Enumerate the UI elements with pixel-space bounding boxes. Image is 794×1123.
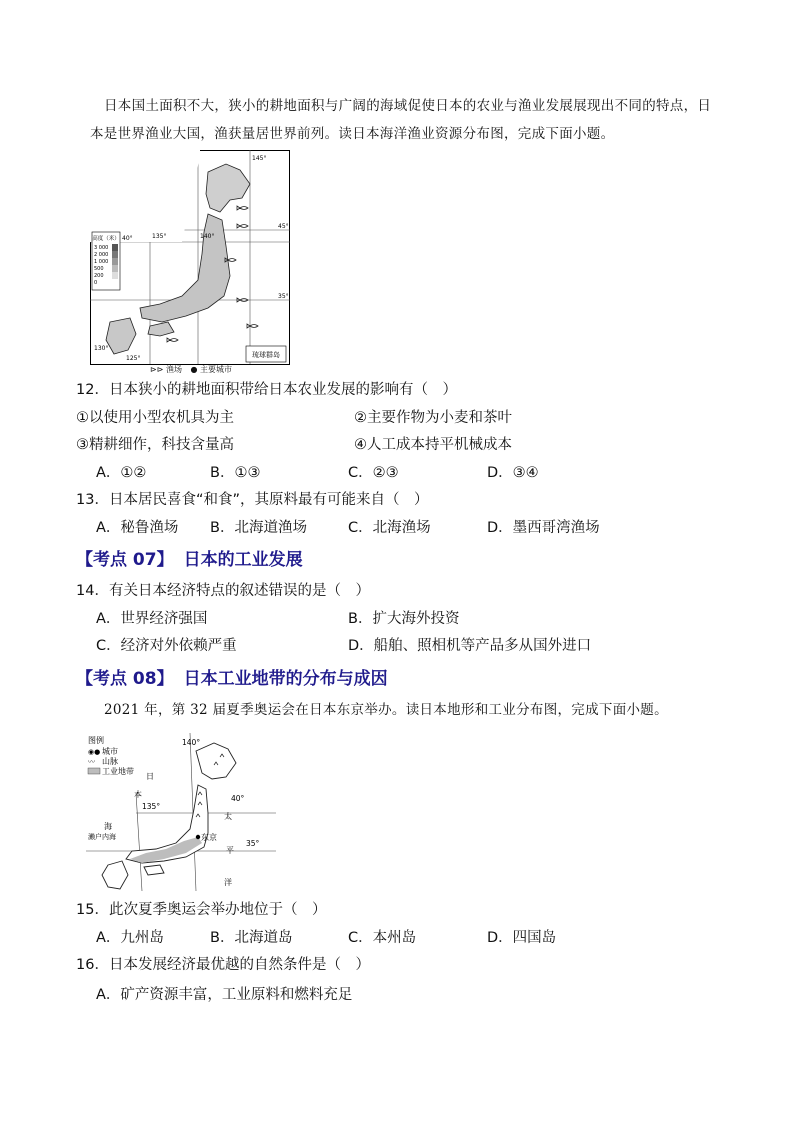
map1-bottom-legend: [150, 364, 232, 375]
city-legend-icon2: ◉●: [88, 748, 101, 756]
map1-legend-v4: 200: [94, 273, 104, 279]
q13-stem: 13．日本居民喜食“和食”，其原料最有可能来自（ ）: [76, 492, 429, 508]
lon-140-label2: 140°: [182, 738, 201, 747]
lon-135-label2: 135°: [142, 802, 161, 811]
q13-option-d[interactable]: D．墨西哥湾渔场: [487, 520, 600, 536]
lon-140-label: 140°: [200, 233, 215, 240]
label-tokyo: 东京: [201, 833, 217, 842]
q12-stem: 12．日本狭小的耕地面积带给日本农业发展的影响有（ ）: [76, 382, 457, 398]
japan-fishery-map: [90, 150, 290, 365]
lon-145-label: 145°: [252, 155, 267, 162]
q12-statement-2: ②主要作物为小麦和茶叶: [354, 410, 512, 426]
map1-legend-fish: 渔场: [165, 365, 182, 374]
map1-legend-v0: 3 000: [94, 245, 109, 251]
map2-legend-mountain: 山脉: [102, 757, 118, 766]
kp07-title: 日本的工业发展: [183, 550, 303, 570]
fish-legend-icon: ⊳⊳: [150, 365, 164, 374]
tokyo-dot: [196, 835, 200, 839]
map1-legend-v5: 0: [94, 280, 98, 286]
q15-option-d[interactable]: D．四国岛: [487, 930, 557, 946]
map1-legend-v3: 500: [94, 266, 104, 272]
q15-option-b[interactable]: B．北海道岛: [210, 930, 293, 946]
kp07-heading: [76, 545, 303, 570]
map2-legend-title: 图例: [88, 736, 104, 745]
q14-option-b[interactable]: B．扩大海外投资: [348, 611, 460, 627]
q12-option-b[interactable]: B．①③: [210, 465, 261, 481]
mountain-legend-icon: 〰: [88, 758, 95, 766]
lat-35-label2: 35°: [246, 839, 260, 848]
q12-statement-1: ①以使用小型农机具为主: [76, 410, 234, 426]
map2-legend-industry: 工业地带: [102, 767, 134, 776]
kp08-heading: [76, 664, 388, 689]
label-tai: 太: [224, 812, 232, 821]
q14-option-c[interactable]: C．经济对外依赖严重: [96, 638, 237, 654]
q15-option-a[interactable]: A．九州岛: [96, 930, 164, 946]
q15-option-c[interactable]: C．本州岛: [348, 930, 417, 946]
ryukyu-label: 琉球群岛: [252, 351, 280, 359]
label-ri: 日: [146, 772, 154, 781]
kp08-tag: 【考点 08】: [76, 669, 174, 689]
lat-35-label: 35°: [278, 293, 289, 300]
q13-option-a[interactable]: A．秘鲁渔场: [96, 520, 179, 536]
lat-45-label: 45°: [278, 223, 289, 230]
q15-stem: 15．此次夏季奥运会举办地位于（ ）: [76, 902, 327, 918]
q13-option-b[interactable]: B．北海道渔场: [210, 520, 307, 536]
label-yang: 洋: [224, 878, 232, 887]
q16-option-a[interactable]: A．矿产资源丰富，工业原料和燃料充足: [96, 987, 353, 1003]
q14-option-a[interactable]: A．世界经济强国: [96, 611, 208, 627]
map1-legend-v1: 2 000: [94, 252, 109, 258]
q12-option-d[interactable]: D．③④: [487, 465, 539, 481]
map1-legend-title: 高度（米）: [92, 236, 120, 242]
intro1-line2: 本是世界渔业大国，渔获量居世界前列。读日本海洋渔业资源分布图，完成下面小题。: [90, 126, 615, 142]
map2-legend-city: 城市: [102, 747, 118, 756]
intro2: 2021 年，第 32 届夏季奥运会在日本东京举办。读日本地形和工业分布图，完成下面小题。: [104, 702, 668, 718]
q12-option-c[interactable]: C．②③: [348, 465, 399, 481]
q14-option-d[interactable]: D．船舶、照相机等产品多从国外进口: [348, 638, 592, 654]
kp07-tag: 【考点 07】: [76, 550, 174, 570]
japan-industry-map: [86, 733, 276, 891]
q12-option-a[interactable]: A．①②: [96, 465, 147, 481]
q14-stem: 14．有关日本经济特点的叙述错误的是（ ）: [76, 583, 370, 599]
kp08-title: 日本工业地带的分布与成因: [183, 669, 388, 689]
intro1-line1: 日本国土面积不大，狭小的耕地面积与广阔的海域促使日本的农业与渔业发展展现出不同的特点，日: [104, 98, 712, 114]
q13-option-c[interactable]: C．北海渔场: [348, 520, 431, 536]
lon-135-label: 135°: [152, 233, 167, 240]
label-ben: 本: [134, 790, 142, 799]
map1-legend-v2: 1 000: [94, 259, 109, 265]
lat-40-label2: 40°: [231, 794, 245, 803]
lat-40-label: 40°: [122, 235, 133, 242]
city-legend-icon: ●: [190, 365, 198, 374]
label-setonaikai: 濑户内海: [88, 833, 116, 841]
q12-statement-4: ④人工成本持平机械成本: [354, 437, 512, 453]
lon-130-label: 130°: [94, 345, 109, 352]
label-ping: 平: [226, 846, 234, 855]
lon-125-label: 125°: [126, 355, 141, 362]
q16-stem: 16．日本发展经济最优越的自然条件是（ ）: [76, 957, 370, 973]
label-hai: 海: [104, 822, 112, 831]
q12-statement-3: ③精耕细作，科技含量高: [76, 437, 234, 453]
industry-legend-swatch: [88, 768, 100, 774]
map1-legend-city: 主要城市: [200, 365, 233, 374]
